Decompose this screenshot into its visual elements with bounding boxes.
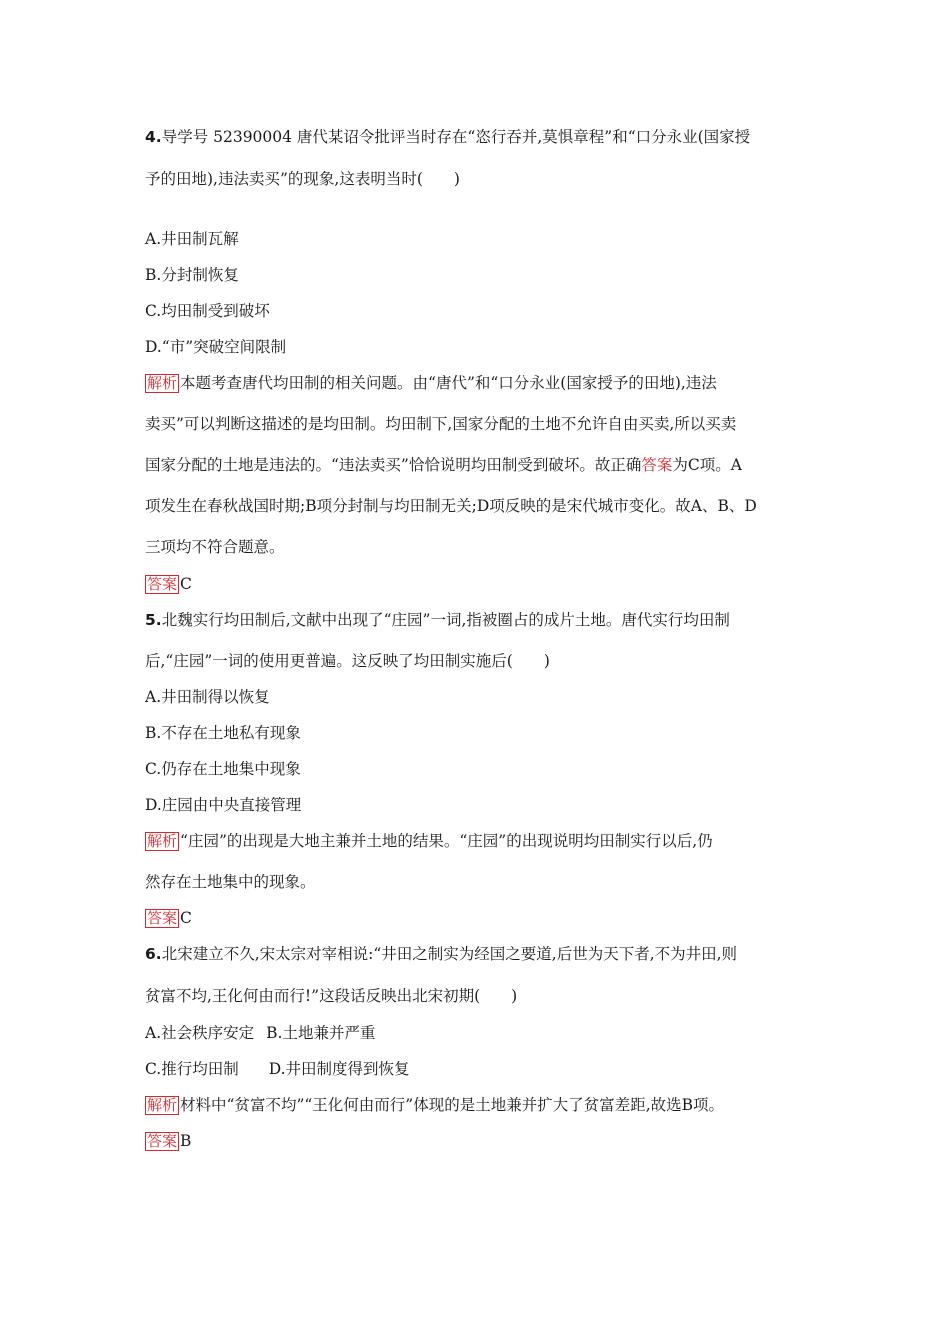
q4-analysis-text-1: 本题考查唐代均田制的相关问题。由“唐代”和“口分永业(国家授予的田地),违法 xyxy=(180,374,717,392)
q6-option-c: C.推行均田制 xyxy=(145,1060,239,1078)
q5-stem-1: 北魏实行均田制后,文献中出现了“庄园”一词,指被圈占的成片土地。唐代实行均田制 xyxy=(161,611,730,629)
q5-stem-line-1 xyxy=(145,610,730,630)
q6-number: 6. xyxy=(145,945,162,963)
q5-analysis-text-1: “庄园”的出现是大地主兼并土地的结果。“庄园”的出现说明均田制实行以后,仍 xyxy=(180,832,713,850)
answer-tag: 答案 xyxy=(147,575,178,593)
q6-answer: B xyxy=(180,1132,192,1150)
analysis-tag: 解析 xyxy=(147,374,178,392)
answer-tag: 答案 xyxy=(147,909,178,927)
q4-option-c: C.均田制受到破坏 xyxy=(145,302,270,320)
q4-analysis-text-3a: 国家分配的土地是违法的。“违法卖买”恰恰说明均田制受到破坏。故正确 xyxy=(145,456,642,474)
q6-analysis-text-1: 材料中“贫富不均”“王化何由而行”体现的是土地兼并扩大了贫富差距,故选B项。 xyxy=(180,1096,725,1114)
q4-stem-line-2: 予的田地),违法卖买”的现象,这表明当时( ) xyxy=(145,170,460,188)
q5-option-a: A.井田制得以恢复 xyxy=(145,688,270,706)
q4-option-d: D.“市”突破空间限制 xyxy=(145,338,287,356)
q5-option-c: C.仍存在土地集中现象 xyxy=(145,760,301,778)
q6-answer-line xyxy=(145,1131,191,1151)
q4-analysis-line-1 xyxy=(145,373,717,393)
q6-stem-1: 北宋建立不久,宋太宗对宰相说:“井田之制实为经国之要道,后世为天下者,不为井田,则 xyxy=(161,945,738,963)
q5-number: 5. xyxy=(145,611,162,629)
q4-stem-1: 导学号 52390004 唐代某诏令批评当时存在“恣行吞并,莫惧章程”和“口分永业(国家授 xyxy=(161,128,751,146)
q4-analysis-text-3b: 为C项。A xyxy=(672,456,742,474)
q6-option-b: B.土地兼并严重 xyxy=(266,1024,376,1042)
q6-stem-line-1 xyxy=(145,944,737,964)
q5-analysis-line-1 xyxy=(145,831,713,851)
q5-answer-line xyxy=(145,908,192,928)
q6-option-a: A.社会秩序安定 xyxy=(145,1024,255,1042)
analysis-tag: 解析 xyxy=(147,1096,178,1114)
q5-option-d: D.庄园由中央直接管理 xyxy=(145,796,302,814)
analysis-tag: 解析 xyxy=(147,832,178,850)
q6-option-d: D.井田制度得到恢复 xyxy=(268,1060,410,1078)
q6-option-row-1 xyxy=(145,1023,375,1043)
q4-analysis-line-5: 三项均不符合题意。 xyxy=(145,538,285,556)
q5-stem-line-2: 后,“庄园”一词的使用更普遍。这反映了均田制实施后( ) xyxy=(145,652,550,670)
q4-stem-line-1 xyxy=(145,127,750,147)
q4-analysis-line-4: 项发生在春秋战国时期;B项分封制与均田制无关;D项反映的是宋代城市变化。故A、B、D xyxy=(145,497,757,515)
q4-analysis-line-3 xyxy=(145,455,742,475)
q4-option-b: B.分封制恢复 xyxy=(145,266,239,284)
q4-analysis-answer-word: 答案 xyxy=(641,456,673,474)
q5-answer: C xyxy=(180,909,192,927)
q4-option-a: A.井田制瓦解 xyxy=(145,230,239,248)
q4-answer-line xyxy=(145,574,192,594)
q6-stem-line-2: 贫富不均,王化何由而行!”这段话反映出北宋初期( ) xyxy=(145,987,518,1005)
q6-analysis-line-1 xyxy=(145,1095,724,1115)
q5-option-b: B.不存在土地私有现象 xyxy=(145,724,301,742)
q4-analysis-line-2: 卖买”可以判断这描述的是均田制。均田制下,国家分配的土地不允许自由买卖,所以买卖 xyxy=(145,415,737,433)
q4-number: 4. xyxy=(145,128,162,146)
answer-tag: 答案 xyxy=(147,1132,178,1150)
q6-option-row-2 xyxy=(145,1059,410,1079)
q4-answer: C xyxy=(180,575,192,593)
q5-analysis-line-2: 然存在土地集中的现象。 xyxy=(145,873,316,891)
